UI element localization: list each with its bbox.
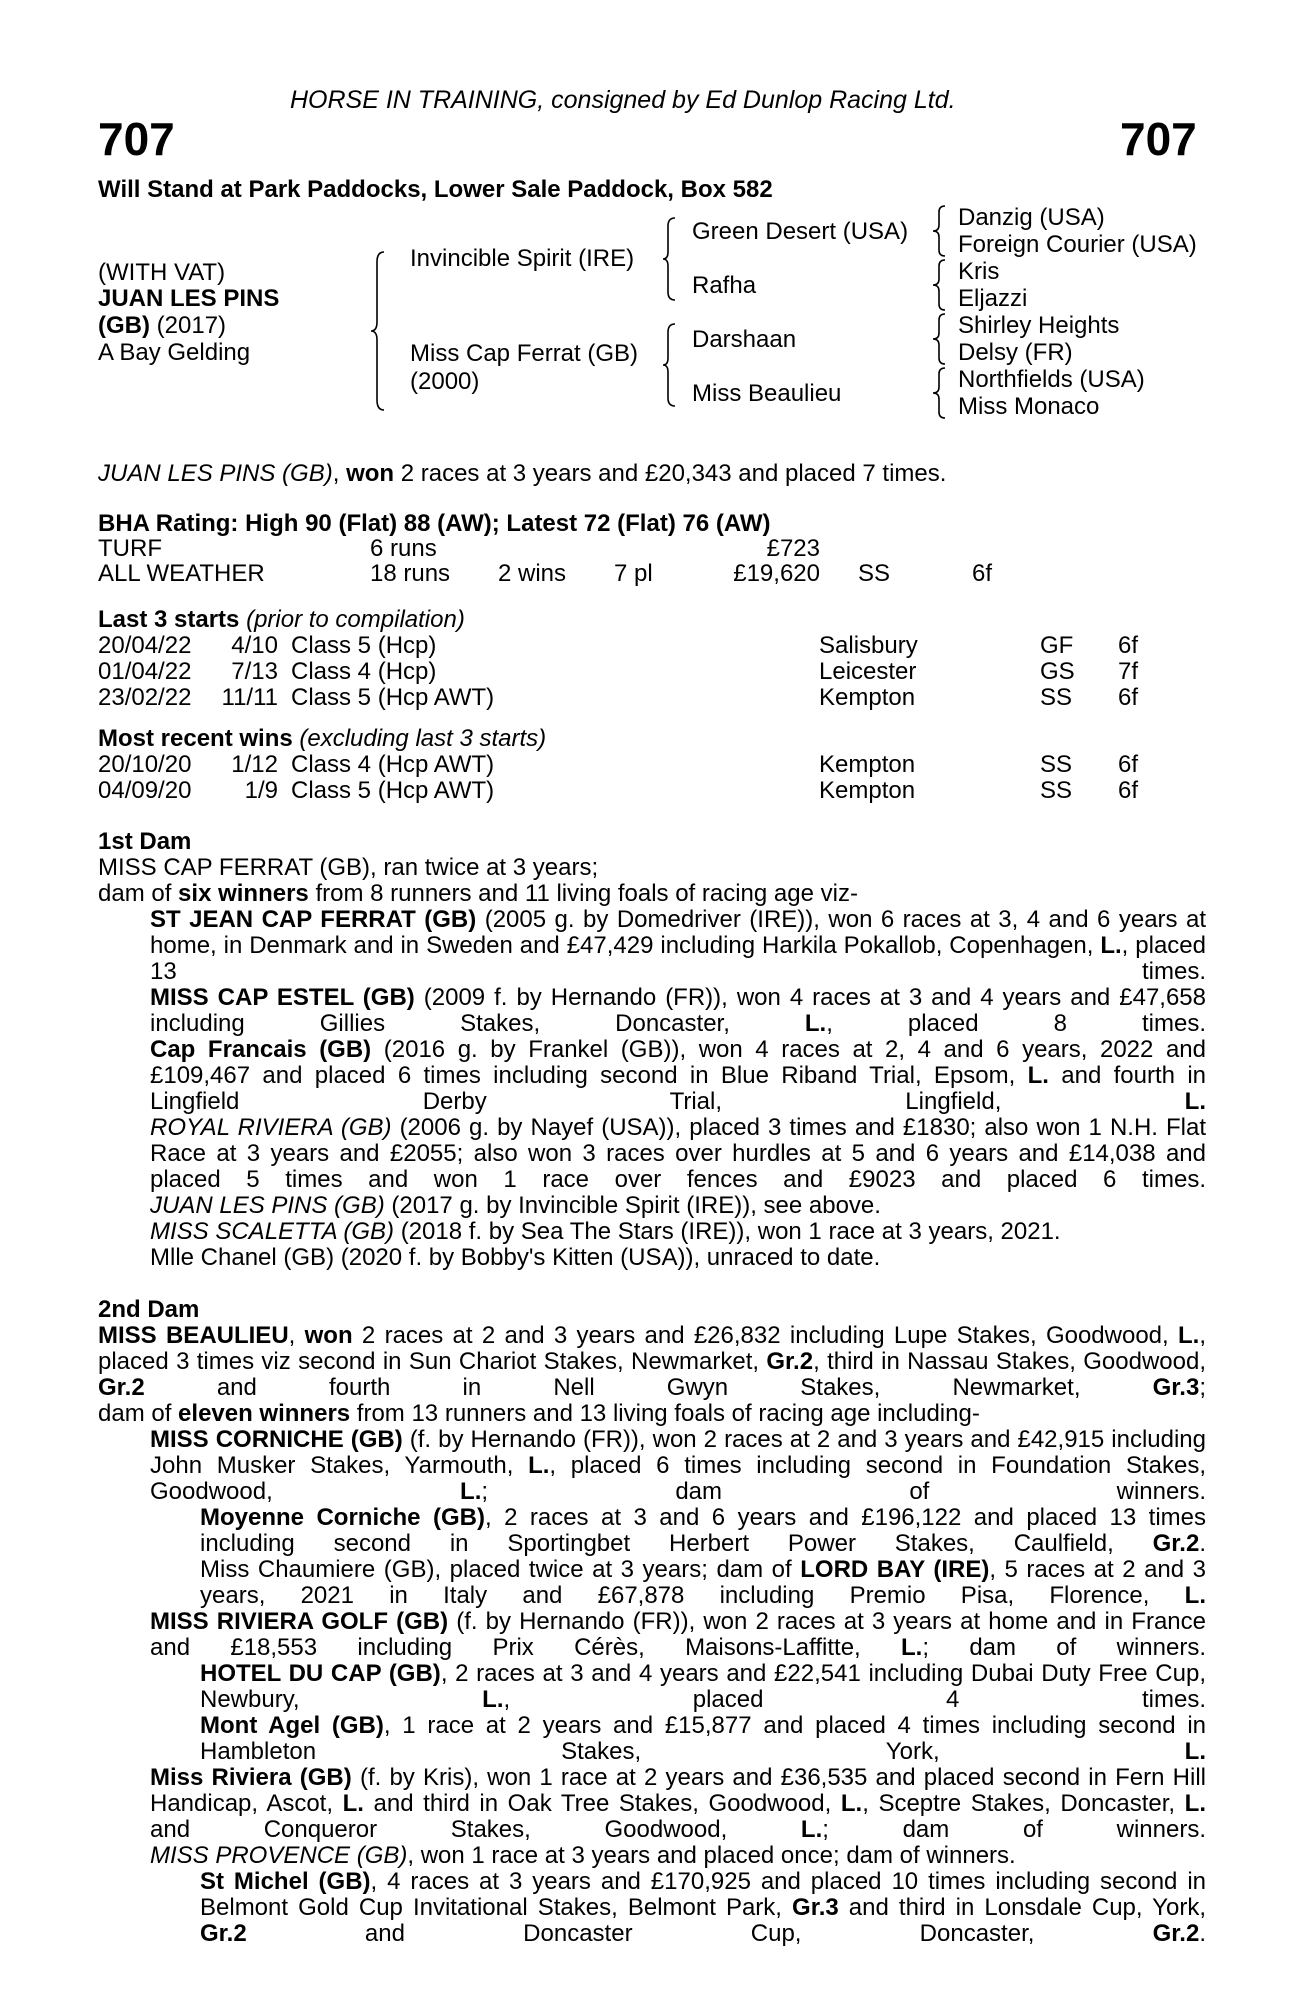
race-summary: JUAN LES PINS (GB), won 2 races at 3 years and £20,343 and placed 7 times.: [98, 460, 947, 487]
aw-going: SS: [858, 560, 891, 587]
bold-text: Gr.2: [1152, 1920, 1200, 1947]
recent-title: Most recent wins (excluding last 3 starts): [98, 725, 547, 752]
text-run: (f. by Hernando (FR)), won 2 races at 2 and 3 years and £42,915 including John Musker Stakes, Yarmouth,: [150, 1426, 1206, 1479]
sire-dam: Rafha: [692, 272, 757, 299]
bold-text: St Michel (GB): [200, 1868, 371, 1895]
dam-year: (2000): [410, 368, 480, 395]
race-pos: 7/13: [231, 658, 278, 685]
bold-text: L.: [800, 1816, 823, 1843]
ancestor-3: Kris: [958, 258, 1000, 285]
horse-description: A Bay Gelding: [98, 339, 251, 366]
horse-origin: (GB) (2017): [98, 312, 227, 339]
bold-text: MISS BEAULIEU: [98, 1322, 289, 1349]
race-date: 23/02/22: [98, 684, 192, 711]
bold-text: LORD BAY (IRE): [800, 1556, 990, 1583]
text-run: , 2 races at 3 and 4 years and £22,541 including Dubai Duty Free Cup, Newbury,: [200, 1660, 1207, 1713]
ancestor-4: Eljazzi: [958, 285, 1028, 312]
bold-text: L.: [1184, 1582, 1206, 1609]
pedigree-brace-g4: [930, 366, 950, 420]
bold-text: L.: [840, 1790, 863, 1817]
text-run: and fourth in Lingfield Derby Trial, Lingfield,: [150, 1062, 1206, 1115]
turf-runs: 6 runs: [370, 535, 437, 562]
lot-number-left: 707: [98, 113, 175, 165]
aw-placed: 7 pl: [614, 560, 653, 587]
race-dist: 6f: [1118, 632, 1139, 659]
race-going: SS: [1040, 777, 1073, 804]
stand-location: Will Stand at Park Paddocks, Lower Sale Paddock, Box 582: [98, 176, 773, 203]
lot-number-right: 707: [1120, 113, 1197, 165]
aw-distance: 6f: [972, 560, 993, 587]
bold-text: L.: [901, 1634, 923, 1661]
dam1-heading: 1st Dam: [98, 828, 192, 855]
bold-text: Gr.2: [98, 1374, 145, 1401]
text-run: , 5 races at 2 and 3 years, 2021 in Italy and £67,878 including Premio Pisa, Florence,: [200, 1556, 1207, 1609]
ancestor-7: Northfields (USA): [958, 366, 1145, 393]
dam2-foal-miss-provence: MISS PROVENCE (GB), won 1 race at 3 years and placed once; dam of winners.: [150, 1842, 1016, 1869]
bold-text: Gr.2: [1152, 1530, 1200, 1557]
bold-text: MISS CAP ESTEL (GB): [150, 984, 415, 1011]
text-run: , placed 8 times.: [826, 1010, 1206, 1037]
ancestor-2: Foreign Courier (USA): [958, 231, 1197, 258]
text-run: .: [1199, 1530, 1206, 1557]
ancestor-8: Miss Monaco: [958, 393, 1100, 420]
race-going: GF: [1040, 632, 1074, 659]
bold-text: won: [304, 1322, 353, 1349]
vat-note: (WITH VAT): [98, 259, 226, 286]
race-course: Kempton: [819, 751, 916, 778]
dam2-produce-line: dam of eleven winners from 13 runners and 13 living foals of racing age including-: [98, 1400, 980, 1427]
text-run: (2005 g. by Domedriver (IRE)), won 6 races at 3, 4 and 6 years at home, in Denmark and in Sweden and £47,429 including Harkila Pokallob, Copenhagen,: [150, 906, 1207, 959]
sire: Invincible Spirit (IRE): [410, 245, 635, 272]
aw-runs: 18 runs: [370, 560, 451, 587]
bold-text: Gr.2: [200, 1920, 247, 1947]
text-run: and third in Oak Tree Stakes, Goodwood,: [363, 1790, 841, 1817]
bold-text: L.: [342, 1790, 364, 1817]
dam1-produce-line: dam of six winners from 8 runners and 11 living foals of racing age viz-: [98, 880, 858, 907]
bold-text: L.: [1184, 1088, 1206, 1115]
bold-text: Gr.3: [1152, 1374, 1200, 1401]
text-run: , placed 13 times.: [150, 932, 1206, 985]
pedigree-brace-sire: [660, 216, 680, 302]
race-course: Salisbury: [819, 632, 918, 659]
text-run: ; dam of winners.: [922, 1634, 1206, 1661]
race-pos: 1/9: [244, 777, 278, 804]
ancestor-5: Shirley Heights: [958, 312, 1120, 339]
dam2-foal-miss-riviera: [150, 1765, 1206, 1843]
text-run: , 4 races at 3 years and £170,925 and placed 10 times including second in Belmont Gold Cup Invitational Stakes, Belmont Park,: [200, 1868, 1206, 1921]
text-run: .: [1199, 1920, 1206, 1947]
dam2-grandfoal-moyenne-corniche: [200, 1505, 1206, 1557]
dam2-grandfoal-hotel-du-cap: [200, 1661, 1206, 1713]
text-run: , placed 4 times.: [503, 1686, 1206, 1713]
text-run: , Sceptre Stakes, Doncaster,: [862, 1790, 1185, 1817]
horse-name: JUAN LES PINS: [98, 285, 280, 312]
dam: Miss Cap Ferrat (GB): [410, 340, 639, 367]
dam1-foal-royal-riviera: [150, 1115, 1206, 1193]
dam2-grandfoal-st-michel: [200, 1869, 1206, 1947]
bold-text: L.: [1027, 1062, 1049, 1089]
text-run: ;: [1199, 1374, 1206, 1401]
bold-text: L.: [804, 1010, 827, 1037]
pedigree-brace-dam: [660, 322, 680, 408]
race-course: Kempton: [819, 777, 916, 804]
race-class: Class 5 (Hcp AWT): [291, 684, 495, 711]
bold-text: Mont Agel (GB): [200, 1712, 384, 1739]
bold-text: L.: [1184, 1790, 1206, 1817]
text-run: and Conqueror Stakes, Goodwood,: [150, 1816, 801, 1843]
race-going: SS: [1040, 684, 1073, 711]
ancestor-1: Danzig (USA): [958, 204, 1105, 231]
dam1-foal-miss-scaletta: MISS SCALETTA (GB) (2018 f. by Sea The Stars (IRE)), won 1 race at 3 years, 2021.: [150, 1218, 1061, 1245]
sire-sire: Green Desert (USA): [692, 218, 909, 245]
race-class: Class 4 (Hcp): [291, 658, 437, 685]
race-date: 20/10/20: [98, 751, 192, 778]
pedigree-brace-main: [368, 250, 390, 412]
race-dist: 6f: [1118, 684, 1139, 711]
text-run: (2006 g. by Nayef (USA)), placed 3 times and £1830; also won 1 N.H. Flat Race at 3 years and £2055; also won 3 races over hurdles at 5 and 6 years and £14,038 and placed 5 times and won 1 race over fences and £9023 and placed 6 times.: [150, 1114, 1207, 1193]
text-run: and third in Lonsdale Cup, York,: [838, 1894, 1206, 1921]
bold-text: Gr.2: [766, 1348, 814, 1375]
bold-text: Moyenne Corniche (GB): [200, 1504, 485, 1531]
dam1-foal-juan-les-pins: JUAN LES PINS (GB) (2017 g. by Invincible Spirit (IRE)), see above.: [150, 1192, 881, 1219]
race-dist: 7f: [1118, 658, 1139, 685]
dam2-heading: 2nd Dam: [98, 1296, 200, 1323]
dam2-foal-miss-riviera-golf: [150, 1609, 1206, 1661]
italic-text: ROYAL RIVIERA (GB): [150, 1114, 392, 1141]
text-run: ,: [288, 1322, 305, 1349]
bold-text: MISS RIVIERA GOLF (GB): [150, 1608, 449, 1635]
text-run: (2016 g. by Frankel (GB)), won 4 races at 2, 4 and 6 years, 2022 and £109,467 and placed 6 times including second in Blue Riband Trial, Epsom,: [150, 1036, 1206, 1089]
aw-earnings: £19,620: [733, 560, 820, 587]
pedigree-brace-g3: [930, 312, 950, 366]
bold-text: L.: [1184, 1738, 1206, 1765]
text-run: (f. by Hernando (FR)), won 2 races at 3 years at home and in France and £18,553 including Prix Cérès, Maisons-Laffitte,: [150, 1608, 1206, 1661]
race-course: Leicester: [819, 658, 917, 685]
race-pos: 4/10: [231, 632, 278, 659]
race-course: Kempton: [819, 684, 916, 711]
aw-label: ALL WEATHER: [98, 560, 265, 587]
race-dist: 6f: [1118, 777, 1139, 804]
bold-text: L.: [528, 1452, 550, 1479]
dam1-foal-miss-cap-estel: [150, 985, 1206, 1037]
aw-wins: 2 wins: [498, 560, 567, 587]
race-date: 20/04/22: [98, 632, 192, 659]
bold-text: ST JEAN CAP FERRAT (GB): [150, 906, 477, 933]
text-run: , 2 races at 3 and 6 years and £196,122 and placed 13 times including second in Sportingbet Herbert Power Stakes, Caulfield,: [200, 1504, 1206, 1557]
consignor-line: HORSE IN TRAINING, consigned by Ed Dunlop Racing Ltd.: [290, 86, 956, 114]
text-run: (f. by Kris), won 1 race at 2 years and £36,535 and placed second in Fern Hill Handicap, Ascot,: [150, 1764, 1206, 1817]
dam2-line: [98, 1323, 1206, 1401]
bold-text: Miss Riviera (GB): [150, 1764, 352, 1791]
text-run: and Doncaster Cup, Doncaster,: [246, 1920, 1153, 1947]
text-run: , placed 6 times including second in Foundation Stakes, Goodwood,: [150, 1452, 1206, 1505]
race-date: 04/09/20: [98, 777, 192, 804]
turf-label: TURF: [98, 535, 162, 562]
bold-text: MISS CORNICHE (GB): [150, 1426, 403, 1453]
bold-text: HOTEL DU CAP (GB): [200, 1660, 441, 1687]
race-dist: 6f: [1118, 751, 1139, 778]
race-pos: 1/12: [231, 751, 278, 778]
dam2-grandfoal-miss-chaumiere: [200, 1557, 1206, 1609]
dam2-foal-miss-corniche: [150, 1427, 1206, 1505]
bha-rating: BHA Rating: High 90 (Flat) 88 (AW); Latest 72 (Flat) 76 (AW): [98, 510, 771, 537]
bold-text: Gr.3: [792, 1894, 839, 1921]
ancestor-6: Delsy (FR): [958, 339, 1073, 366]
race-pos: 11/11: [221, 684, 278, 711]
text-run: , placed 3 times viz second in Sun Chariot Stakes, Newmarket,: [98, 1322, 1206, 1375]
dam1-foal-st-jean-cap-ferrat: [150, 907, 1206, 985]
last3-title: Last 3 starts (prior to compilation): [98, 606, 465, 633]
text-run: and fourth in Nell Gwyn Stakes, Newmarket,: [144, 1374, 1153, 1401]
race-class: Class 5 (Hcp AWT): [291, 777, 495, 804]
dam1-foal-cap-francais: [150, 1037, 1206, 1115]
bold-text: L.: [1178, 1322, 1200, 1349]
race-date: 01/04/22: [98, 658, 192, 685]
race-going: GS: [1040, 658, 1075, 685]
text-run: ; dam of winners.: [822, 1816, 1206, 1843]
race-class: Class 5 (Hcp): [291, 632, 437, 659]
bold-text: Cap Francais (GB): [150, 1036, 372, 1063]
dam-sire: Darshaan: [692, 326, 797, 353]
bold-text: L.: [460, 1478, 482, 1505]
dam2-grandfoal-mont-agel: [200, 1713, 1206, 1765]
pedigree-brace-g1: [930, 204, 950, 258]
race-going: SS: [1040, 751, 1073, 778]
turf-earnings: £723: [766, 535, 820, 562]
dam1-foal-mlle-chanel: Mlle Chanel (GB) (2020 f. by Bobby's Kitten (USA)), unraced to date.: [150, 1244, 881, 1271]
dam1-line: MISS CAP FERRAT (GB), ran twice at 3 years;: [98, 854, 599, 881]
text-run: 2 races at 2 and 3 years and £26,832 including Lupe Stakes, Goodwood,: [352, 1322, 1178, 1349]
dam-dam: Miss Beaulieu: [692, 380, 842, 407]
text-run: Miss Chaumiere (GB), placed twice at 3 years; dam of: [200, 1556, 801, 1583]
race-class: Class 4 (Hcp AWT): [291, 751, 495, 778]
pedigree-brace-g2: [930, 258, 950, 312]
text-run: , 1 race at 2 years and £15,877 and placed 4 times including second in Hambleton Stakes, York,: [200, 1712, 1206, 1765]
text-run: , third in Nassau Stakes, Goodwood,: [813, 1348, 1206, 1375]
text-run: (2009 f. by Hernando (FR)), won 4 races at 3 and 4 years and £47,658 including Gillies Stakes, Doncaster,: [150, 984, 1207, 1037]
bold-text: L.: [482, 1686, 504, 1713]
bold-text: L.: [1100, 932, 1122, 959]
text-run: ; dam of winners.: [481, 1478, 1206, 1505]
